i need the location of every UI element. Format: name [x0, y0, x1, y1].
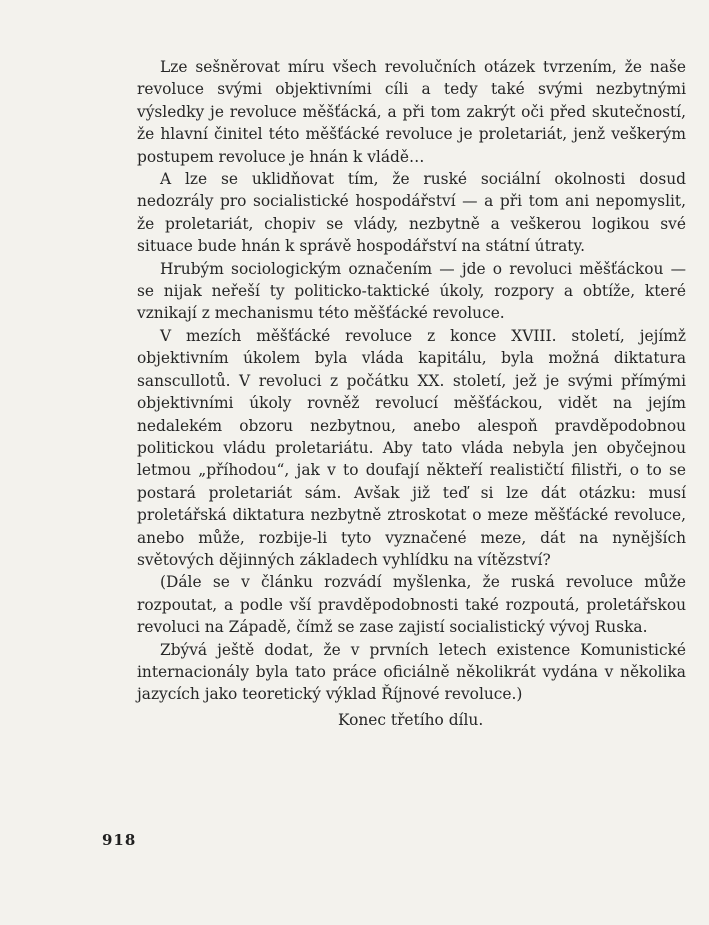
- page-number: 918: [102, 831, 137, 849]
- paragraph: A lze se uklidňovat tím, že ruské sociální okolnosti dosud nedozrály pro socialistické hospodářství — a při tom ani nepomyslit, že proletariát, chopiv se vlády, nezbytně a veškerou logikou své situace bude hnán k správě hospodářství na státní útraty.: [137, 170, 686, 256]
- paragraph: (Dále se v článku rozvádí myšlenka, že ruská revoluce může rozpoutat, a podle vší pravděpodobnosti také rozpoutá, proletářskou revoluci na Západě, čímž se zase zajistí socialistický vývoj Ruska.: [137, 573, 686, 637]
- paragraph: V mezích měšťácké revoluce z konce XVIII. století, jejímž objektivním úkolem byla vláda kapitálu, byla možná diktatura sanscullotů. V revoluci z počátku XX. století, jež je svými přímými objektivními úkoly rovněž revolucí měšťáckou, vidět na jejím nedalekém obzoru nezbytnou, anebo alespoň pravděpodobnou politickou vládu proletariátu. Aby tato vláda nebyla jen obyčejnou letmou „příhodou“, jak v to doufají někteří realističtí filistři, o to se postará proletariát sám. Avšak již teď si lze dát otázku: musí proletářská diktatura nezbytně ztroskotat o meze měšťácké revoluce, anebo může, rozbije-li tyto vyznačené meze, dát na nynějších světových dějinných základech vyhlídku na vítězství?: [137, 326, 686, 569]
- paragraph: Hrubým sociologickým označením — jde o revoluci měšťáckou — se nijak neřeší ty politicko-taktické úkoly, rozpory a obtíže, které vznikají z mechanismu této měšťácké revoluce.: [137, 259, 686, 323]
- end-of-volume-note: Konec třetího dílu.: [338, 711, 484, 729]
- body-text: [137, 56, 686, 706]
- paragraph: Lze sešněrovat míru všech revolučních otázek tvrzením, že naše revoluce svými objektivními cíli a tedy také svými nezbytnými výsledky je revoluce měšťácká, a při tom zakrýt oči před skutečností, že hlavní činitel této měšťácké revoluce je proletariát, jenž veškerým postupem revoluce je hnán k vládě…: [137, 58, 686, 166]
- paragraph: Zbývá ještě dodat, že v prvních letech existence Komunistické internacionály byla tato práce oficiálně několikrát vydána v několika jazycích jako teoretický výklad Říjnové revoluce.): [137, 640, 686, 704]
